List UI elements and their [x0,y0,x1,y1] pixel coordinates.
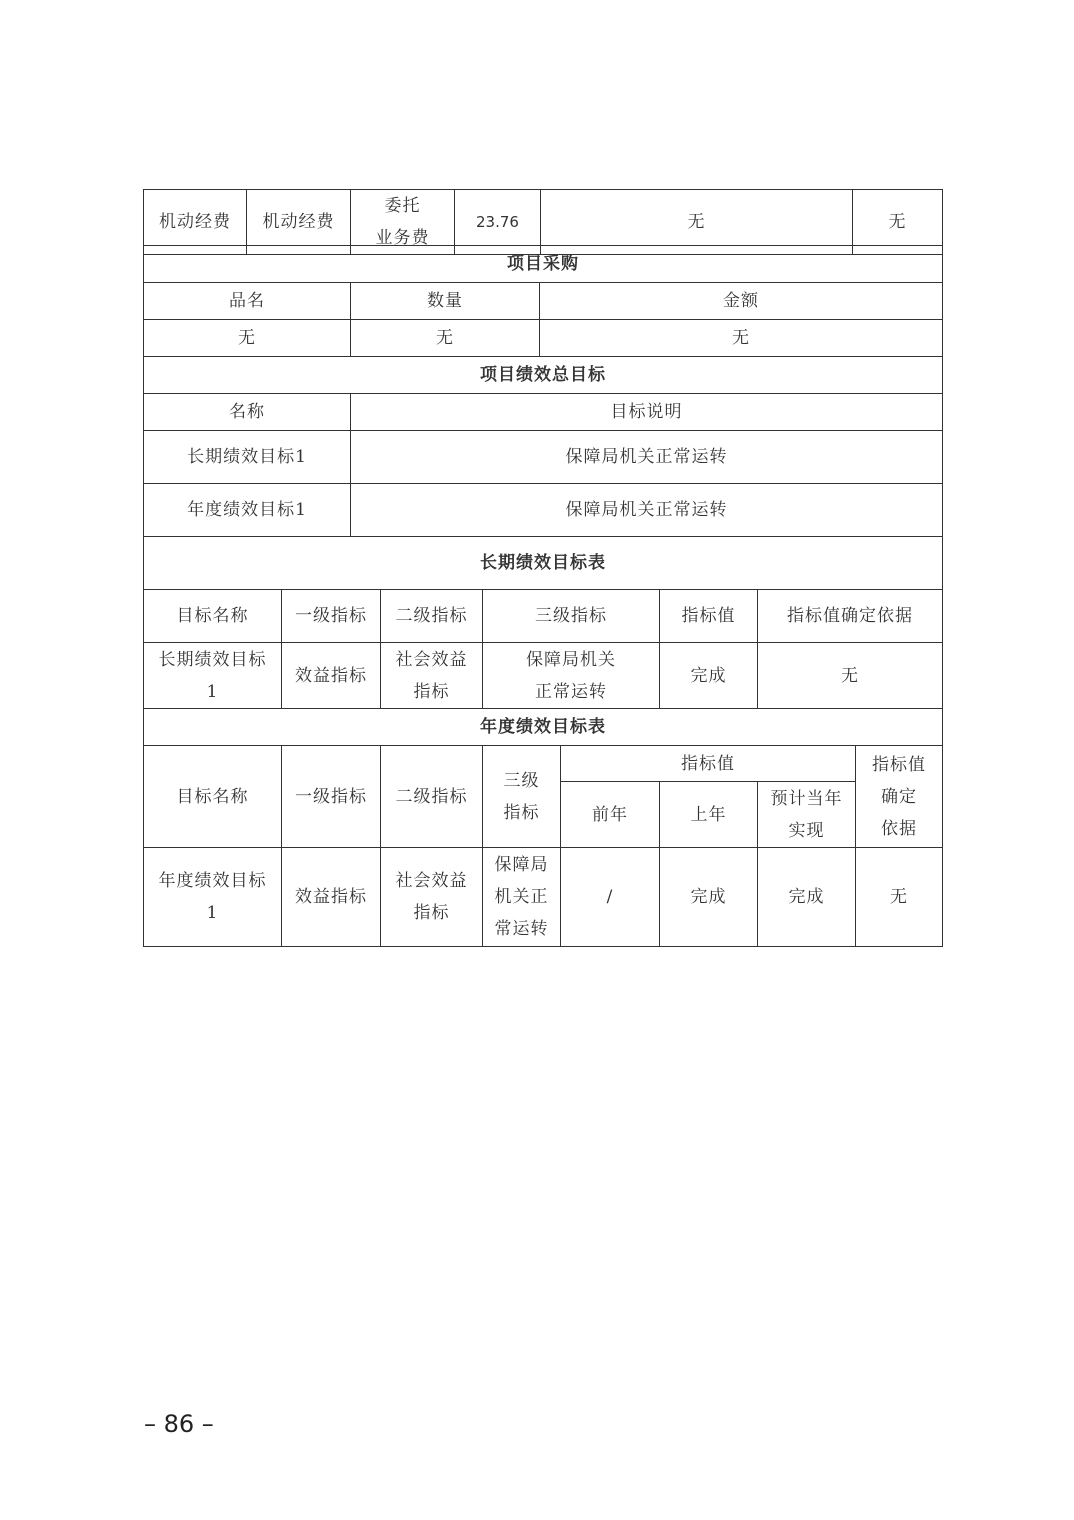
overall-goal-description-cell: 保障局机关正常运转 [351,431,943,484]
procurement-amount-cell: 无 [540,320,943,357]
procurement-header-quantity: 数量 [351,283,540,320]
long-term-value-cell: 完成 [660,643,758,709]
annual-level3-cell: 保障局 机关正 常运转 [483,848,561,947]
overall-goal-header-row [144,394,943,431]
long-term-goal-title: 长期绩效目标表 [144,537,943,590]
procurement-row [144,320,943,357]
long-term-header-level3: 三级指标 [483,590,660,643]
annual-row [144,848,943,947]
long-term-row [144,643,943,709]
annual-goal-table [143,708,943,947]
procurement-title: 项目采购 [144,246,943,283]
long-term-header-basis: 指标值确定依据 [758,590,943,643]
overall-goal-title: 项目绩效总目标 [144,357,943,394]
long-term-basis-cell: 无 [758,643,943,709]
funding-amount-cell: 23.76 [455,190,541,255]
annual-header-level3: 三级 指标 [483,746,561,848]
annual-level1-cell: 效益指标 [282,848,381,947]
annual-header-level2: 二级指标 [381,746,483,848]
funding-remark-cell: 无 [853,190,943,255]
funding-note-cell: 无 [541,190,853,255]
annual-basis-cell: 无 [856,848,943,947]
long-term-header-level2: 二级指标 [381,590,483,643]
procurement-item-cell: 无 [144,320,351,357]
overall-goal-row [144,431,943,484]
annual-header-name: 目标名称 [144,746,282,848]
overall-goal-header-name: 名称 [144,394,351,431]
procurement-header-item: 品名 [144,283,351,320]
annual-header-expected: 预计当年 实现 [758,782,856,848]
annual-header-value: 指标值 [561,746,856,782]
overall-goal-header-description: 目标说明 [351,394,943,431]
procurement-header-amount: 金额 [540,283,943,320]
long-term-name-cell: 长期绩效目标 1 [144,643,282,709]
long-term-header-row [144,590,943,643]
procurement-quantity-cell: 无 [351,320,540,357]
annual-last-year-cell: 完成 [660,848,758,947]
annual-level2-cell: 社会效益 指标 [381,848,483,947]
annual-name-cell: 年度绩效目标 1 [144,848,282,947]
annual-header-basis: 指标值 确定 依据 [856,746,943,848]
annual-goal-title: 年度绩效目标表 [144,709,943,746]
funding-subcategory-cell: 机动经费 [247,190,351,255]
funding-category-cell: 机动经费 [144,190,247,255]
funding-type-cell: 委托 业务费 [351,190,455,255]
annual-header-level1: 一级指标 [282,746,381,848]
overall-goal-description-cell: 保障局机关正常运转 [351,484,943,537]
page-number: – 86 – [144,1410,214,1438]
long-term-goal-table [143,536,943,709]
procurement-header-row [144,283,943,320]
long-term-level2-cell: 社会效益 指标 [381,643,483,709]
long-term-level1-cell: 效益指标 [282,643,381,709]
overall-goal-row [144,484,943,537]
annual-header-last-year: 上年 [660,782,758,848]
long-term-header-level1: 一级指标 [282,590,381,643]
overall-goal-name-cell: 长期绩效目标1 [144,431,351,484]
annual-header-prev-year: 前年 [561,782,660,848]
long-term-level3-cell: 保障局机关 正常运转 [483,643,660,709]
annual-prev-year-cell: / [561,848,660,947]
long-term-header-value: 指标值 [660,590,758,643]
annual-expected-cell: 完成 [758,848,856,947]
annual-header-row [144,746,943,782]
overall-goal-name-cell: 年度绩效目标1 [144,484,351,537]
long-term-header-name: 目标名称 [144,590,282,643]
procurement-goal-table [143,245,943,537]
